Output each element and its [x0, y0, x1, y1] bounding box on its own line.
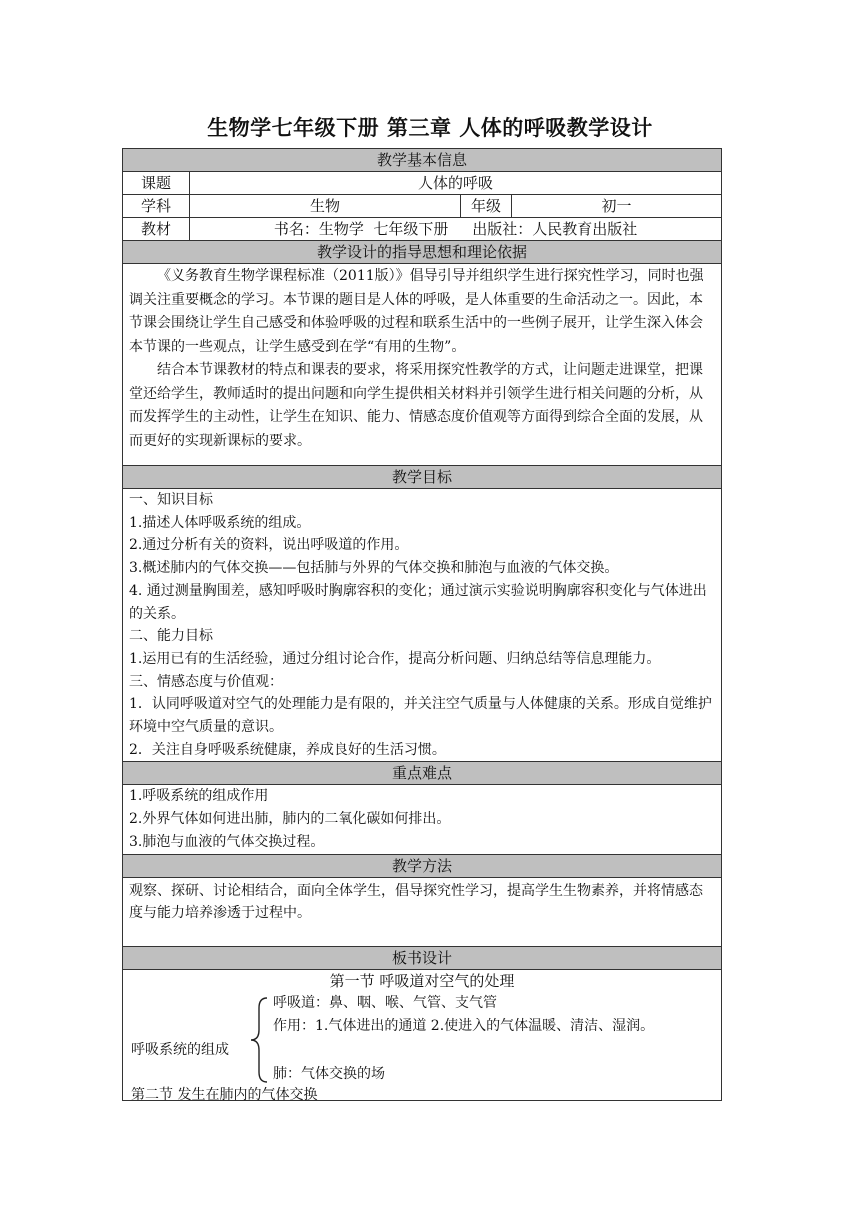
board-section-2-title: 第二节 发生在肺内的气体交换 — [131, 1086, 318, 1103]
textbook-value: 书名：生物学 七年级下册 出版社：人民教育出版社 — [190, 218, 722, 241]
objective-line: 二、能力目标 — [129, 628, 213, 645]
board-design-body — [123, 969, 722, 1103]
objectives-header: 教学目标 — [123, 466, 722, 489]
textbook-label: 教材 — [123, 218, 190, 241]
board-lung: 肺：气体交换的场 — [273, 1065, 385, 1082]
curly-brace-icon — [247, 996, 269, 1084]
topic-value: 人体的呼吸 — [190, 172, 722, 195]
subject-label: 学科 — [123, 195, 190, 218]
objective-line: 2．关注自身呼吸系统健康，养成良好的生活习惯。 — [129, 741, 446, 758]
key-points-header: 重点难点 — [123, 762, 722, 785]
subject-value: 生物 — [190, 195, 461, 218]
objective-line: 1.描述人体呼吸系统的组成。 — [129, 514, 311, 531]
topic-label: 课题 — [123, 172, 190, 195]
basic-info-header: 教学基本信息 — [123, 149, 722, 172]
board-section-1-title: 第一节 呼吸道对空气的处理 — [329, 971, 515, 990]
objective-line: 3.概述肺内的气体交换——包括肺与外界的气体交换和肺泡与血液的气体交换。 — [129, 560, 619, 577]
key-point-line: 2.外界气体如何进出肺，肺内的二氧化碳如何排出。 — [129, 811, 451, 828]
objective-line: 1．认同呼吸道对空气的处理能力是有限的，并关注空气质量与人体健康的关系。形成自觉维护环境中空气质量的意识。 — [129, 696, 712, 736]
key-point-line: 1.呼吸系统的组成作用 — [129, 788, 269, 805]
grade-label: 年级 — [461, 195, 512, 218]
methods-text: 观察、探研、讨论相结合，面向全体学生，倡导探究性学习，提高学生生物素养，并将情感态度与能力培养渗透于过程中。 — [129, 882, 703, 922]
methods-body — [123, 877, 722, 946]
document-title: 生物学七年级下册 第三章 人体的呼吸教学设计 — [207, 116, 653, 140]
objective-line: 2.通过分析有关的资料，说出呼吸道的作用。 — [129, 537, 409, 554]
guiding-body — [123, 264, 722, 466]
lesson-plan-table — [122, 148, 722, 1101]
guiding-paragraph-2: 结合本节课教材的特点和课表的要求，将采用探究性教学的方式，让问题走进课堂，把课堂还给学生，教师适时的提出问题和向学生提供相关材料并引领学生进行相关问题的分析，从而发挥学生的主动性，让学生在知识、能力、情感态度价值观等方面得到综合全面的发展，从而更好的实现新课标的要求。 — [129, 362, 703, 449]
guiding-paragraph-1: 《义务教育生物学课程标准（2011版）》倡导引导并组织学生进行探究性学习，同时也强调关注重要概念的学习。本节课的题目是人体的呼吸，是人体重要的生命活动之一。因此，本节课会围绕让学生自己感受和体验呼吸的过程和联系生活中的一些例子展开，让学生深入体会本节课的一些观点，让学生感受到在学“有用的生物”。 — [129, 268, 704, 355]
guiding-header: 教学设计的指导思想和理论依据 — [123, 241, 722, 264]
objectives-body — [123, 489, 722, 762]
board-header: 板书设计 — [123, 946, 722, 969]
methods-header: 教学方法 — [123, 854, 722, 877]
objective-line: 1.运用已有的生活经验，通过分组讨论合作，提高分析问题、归纳总结等信息理能力。 — [129, 650, 661, 667]
board-airway-function: 作用：1.气体进出的通道 2.使进入的气体温暖、清洁、湿润。 — [273, 1017, 655, 1034]
objective-line: 4. 通过测量胸围差，感知呼吸时胸廓容积的变化；通过演示实验说明胸廓容积变化与气体进出的关系。 — [129, 582, 707, 622]
board-respiratory-composition: 呼吸系统的组成 — [131, 1041, 229, 1058]
objective-line: 三、情感态度与价值观： — [129, 673, 283, 690]
grade-value: 初一 — [512, 195, 722, 218]
key-points-body — [123, 785, 722, 854]
objective-line: 一、知识目标 — [129, 492, 213, 508]
key-point-line: 3.肺泡与血液的气体交换过程。 — [129, 833, 325, 850]
board-airway: 呼吸道：鼻、咽、喉、气管、支气管 — [273, 994, 497, 1011]
